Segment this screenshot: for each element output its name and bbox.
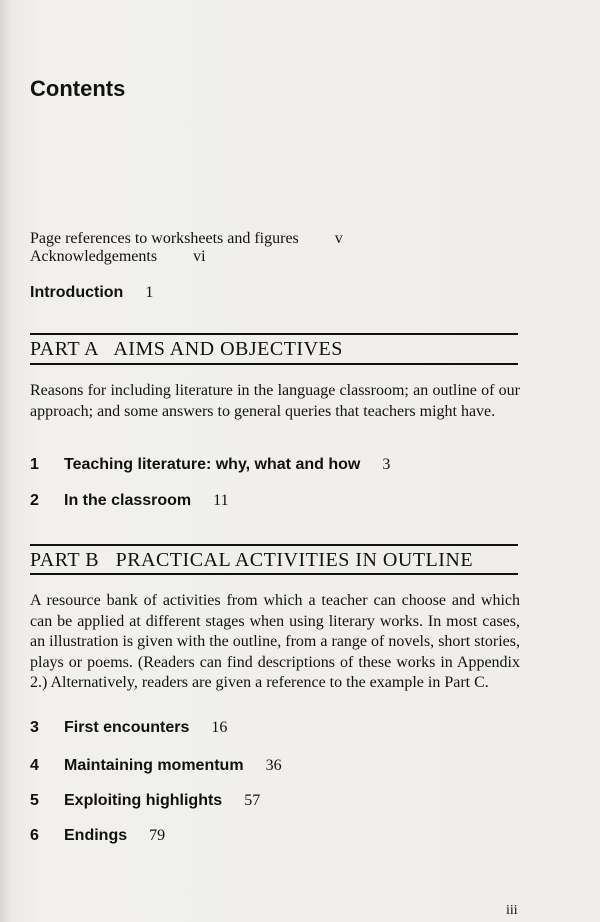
chapter-number: 2 (30, 492, 39, 509)
entry-label: In the classroom (64, 492, 192, 509)
entry-label: Endings (64, 827, 128, 844)
part-b-heading: PART B PRACTICAL ACTIVITIES IN OUTLINE (30, 549, 474, 571)
entry-page: 79 (149, 827, 166, 844)
toc-entry-page-references[interactable] (30, 230, 343, 248)
toc-entry-chapter-2[interactable] (30, 492, 229, 510)
divider (30, 573, 518, 575)
toc-entry-chapter-3[interactable] (30, 719, 227, 737)
toc-entry-chapter-4[interactable] (30, 757, 282, 775)
page-number: iii (506, 903, 518, 918)
entry-page: v (334, 230, 343, 247)
entry-label: Acknowledgements (30, 248, 158, 265)
part-a-heading: PART A AIMS AND OBJECTIVES (30, 338, 343, 360)
entry-label: Exploiting highlights (64, 792, 223, 809)
toc-entry-chapter-6[interactable] (30, 827, 165, 845)
divider (30, 333, 518, 335)
entry-label: Introduction (30, 284, 124, 301)
entry-label: Maintaining momentum (64, 757, 244, 774)
entry-label: Teaching literature: why, what and how (64, 456, 361, 473)
entry-page: 3 (382, 456, 391, 473)
toc-entry-acknowledgements[interactable] (30, 248, 206, 266)
chapter-number: 6 (30, 827, 39, 844)
divider (30, 544, 518, 546)
entry-page: 57 (244, 792, 261, 809)
part-a-description: Reasons for including literature in the language classroom; an outline of our approach; and some answers to general queries that teachers might have. (30, 382, 520, 420)
entry-label: Page references to worksheets and figures (30, 230, 299, 247)
part-b-description: A resource bank of activities from which a teacher can choose and which can be applied at different stages when using literary works. In most cases, an illustration is given with the outline, from a range of novels, short stories, plays or poems. (Readers can find descriptions of these works in Appendix 2.) Alternatively, readers are given a reference to the example in Part C. (30, 592, 520, 691)
toc-entry-chapter-5[interactable] (30, 792, 260, 810)
divider (30, 363, 518, 365)
toc-entry-introduction[interactable] (30, 284, 153, 302)
chapter-number: 1 (30, 456, 39, 473)
entry-page: 16 (211, 719, 228, 736)
entry-page: 11 (213, 492, 229, 509)
page-title: Contents (30, 76, 126, 101)
entry-page: 1 (145, 284, 154, 301)
toc-entry-chapter-1[interactable] (30, 456, 390, 474)
chapter-number: 4 (30, 757, 39, 774)
entry-page: vi (193, 248, 206, 265)
chapter-number: 5 (30, 792, 39, 809)
entry-label: First encounters (64, 719, 190, 736)
chapter-number: 3 (30, 719, 39, 736)
entry-page: 36 (265, 757, 282, 774)
